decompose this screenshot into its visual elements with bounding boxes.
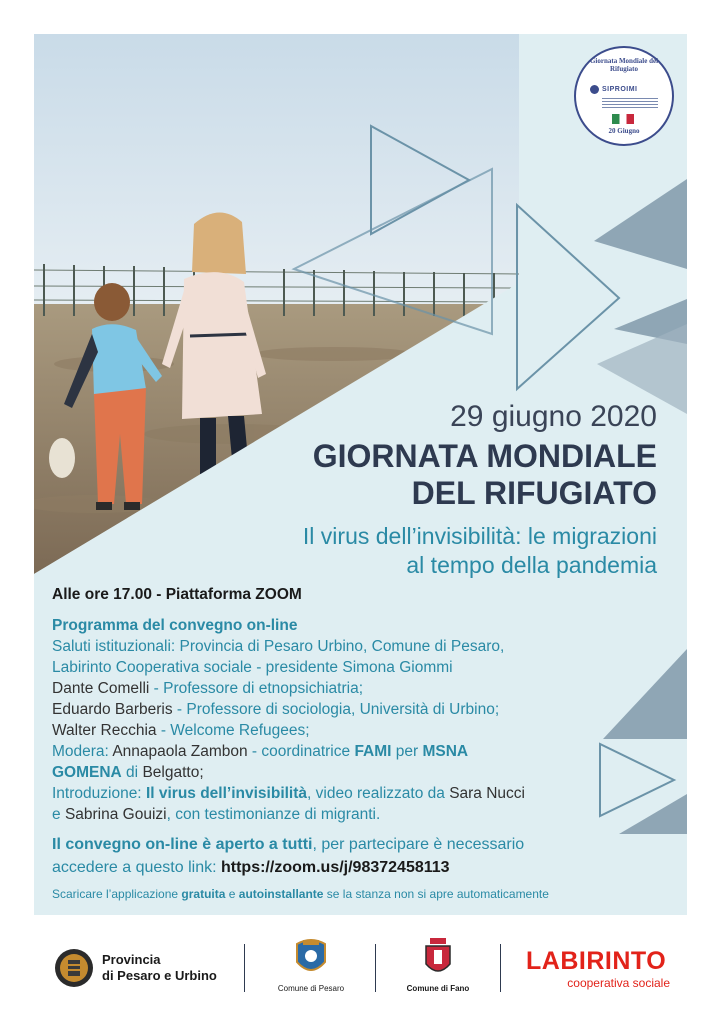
moderator-line — [52, 741, 572, 762]
access-line-1 — [52, 834, 572, 855]
pesaro-logo — [268, 936, 354, 998]
moderator-label: Modera: — [52, 743, 113, 760]
pesaro-label: Comune di Pesaro — [277, 984, 345, 993]
provincia-crest-icon — [54, 948, 94, 988]
labirinto-logo — [526, 948, 676, 988]
download-note — [52, 884, 652, 905]
speaker-3 — [52, 720, 572, 741]
fano-crest-icon — [420, 936, 456, 980]
note-auto: autoinstallante — [238, 887, 324, 901]
title-line-1: GIORNATA MONDIALE — [312, 438, 657, 474]
per-label: per — [391, 743, 423, 760]
badge-fine-print — [602, 98, 658, 108]
moderator-line-2 — [52, 762, 572, 783]
speaker-2 — [52, 699, 572, 720]
fano-label: Comune di Fano — [406, 984, 470, 993]
logo-divider — [375, 944, 376, 992]
note-end: se la stanza non si apre automaticamente — [323, 887, 549, 901]
gomena-label: GOMENA — [52, 764, 122, 781]
greetings-line-2: Labirinto Cooperativa sociale - presidente Simona Giommi — [52, 659, 453, 676]
badge-dot-icon — [590, 85, 599, 94]
speaker-role: - Professore di sociologia, Università di Urbino; — [172, 701, 500, 718]
intro-video-title: Il virus dell’invisibilità — [145, 785, 308, 802]
fano-logo — [400, 936, 476, 998]
italy-flag-icon — [612, 114, 634, 124]
speaker-role: - Welcome Refugees; — [156, 722, 310, 739]
moderator-place: Belgatto; — [142, 764, 204, 781]
note-free: gratuita — [181, 887, 226, 901]
subtitle-line-1: Il virus dell’invisibilità: le migrazioni — [302, 523, 657, 549]
intro-end: , con testimonianze di migranti. — [166, 806, 381, 823]
provincia-logo — [54, 946, 224, 992]
moderator-role: - coordinatrice — [247, 743, 355, 760]
intro-line — [52, 783, 572, 804]
intro-label: Introduzione: — [52, 785, 146, 802]
speaker-1 — [52, 678, 572, 699]
logo-divider — [500, 944, 501, 992]
note-start: Scaricare l’applicazione — [52, 887, 182, 901]
partner-logos — [0, 930, 722, 1010]
title-line-2: DEL RIFUGIATO — [411, 475, 657, 511]
provincia-line-1: Provincia — [102, 952, 161, 967]
event-date: 29 giugno 2020 — [450, 400, 657, 433]
speaker-name: Dante Comelli — [52, 680, 150, 697]
access-open: Il convegno on-line è aperto a tutti — [52, 836, 313, 853]
program-title: Programma del convegno on-line — [52, 617, 298, 634]
program-section — [52, 584, 572, 905]
msna-label: MSNA — [422, 743, 469, 760]
logo-divider — [244, 944, 245, 992]
labirinto-subtitle: cooperativa sociale — [567, 976, 670, 990]
di-label: di — [121, 764, 143, 781]
zoom-link[interactable]: https://zoom.us/j/98372458113 — [221, 859, 450, 876]
speaker-role: - Professore di etnopsichiatria; — [149, 680, 364, 697]
speaker-name: Eduardo Barberis — [52, 701, 173, 718]
moderator-name: Annapaola Zambon — [112, 743, 248, 760]
poster — [34, 34, 687, 915]
subtitle-line-2: al tempo della pandemia — [406, 552, 657, 578]
intro-e: e — [52, 806, 65, 823]
intro-author-2: Sabrina Gouizi — [64, 806, 167, 823]
greetings-line-1: Saluti istituzionali: Provincia di Pesaro Urbino, Comune di Pesaro, — [52, 638, 505, 655]
provincia-line-2: di Pesaro e Urbino — [102, 968, 217, 983]
intro-text: , video realizzato da — [307, 785, 450, 802]
pesaro-crest-icon — [291, 936, 331, 980]
badge-name: SIPROIMI — [602, 86, 638, 93]
access-rest: , per partecipare è necessario — [312, 836, 525, 853]
labirinto-name: LABIRINTO — [526, 947, 667, 975]
speaker-name: Walter Recchia — [52, 722, 157, 739]
siproimi-badge — [574, 46, 674, 146]
fami-label: FAMI — [354, 743, 392, 760]
note-and: e — [225, 887, 239, 901]
badge-top-text: Giornata Mondiale del Rifugiato — [589, 57, 659, 73]
access-line2-text: accedere a questo link: — [52, 859, 221, 876]
intro-line-2 — [52, 804, 572, 825]
event-title — [313, 438, 657, 512]
access-line-2 — [52, 857, 572, 878]
intro-author-1: Sara Nucci — [449, 785, 525, 802]
time-line: Alle ore 17.00 - Piattaforma ZOOM — [52, 586, 302, 603]
event-subtitle — [303, 522, 657, 580]
badge-date: 20 Giugno — [608, 127, 640, 135]
